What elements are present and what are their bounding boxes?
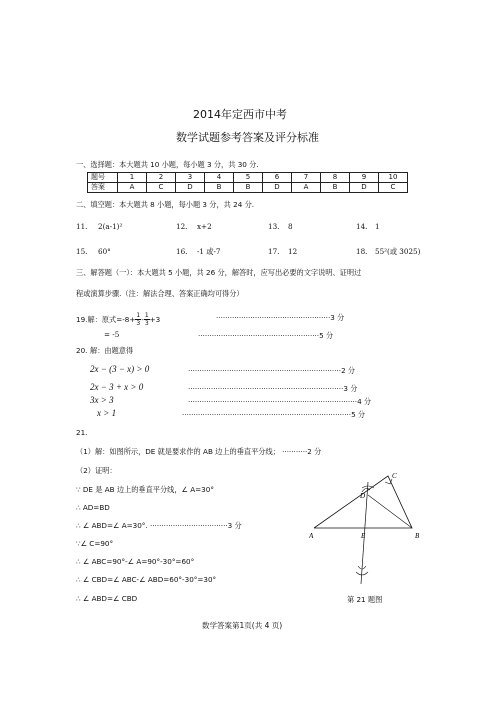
fill-item-number: 11.: [76, 222, 88, 231]
fill-item-number: 13.: [268, 222, 280, 231]
fill-item-answer: 1: [375, 222, 380, 231]
label-e: E: [361, 532, 366, 540]
table-cell: B: [321, 183, 350, 193]
table-cell: B: [205, 183, 234, 193]
q21-part2: （2）证明：: [76, 466, 117, 475]
q21-part1: （1）解：如图所示，DE 就是要求作的 AB 边上的垂直平分线； ···········2 分: [76, 447, 322, 456]
q20-intro: 解：由题意得: [90, 346, 134, 355]
label-c: C: [392, 472, 397, 480]
section3-heading-line2: 程或演算步骤.（注：解法合理、答案正确均可得分）: [76, 289, 244, 298]
question-number: 19.: [76, 315, 88, 324]
score-dots: ····································································3 分: [188, 384, 358, 393]
proof-line: ∴ ∠ ABD=∠ A=30°. ··································3 分: [76, 521, 242, 530]
question-number: 21.: [76, 428, 88, 437]
label-a: A: [309, 532, 314, 540]
table-cell: 7: [292, 173, 321, 183]
q20-line: 2x − 3 + x > 0: [90, 382, 144, 392]
table-cell: 4: [205, 173, 234, 183]
fill-item-answer: 8: [288, 222, 293, 231]
q20-line: x > 1: [97, 408, 117, 418]
table-cell: 2: [147, 173, 176, 183]
section2-heading: 二、填空题：本大题共 8 小题，每小题 3 分，共 24 分.: [76, 200, 255, 209]
table-cell: 9: [350, 173, 379, 183]
table-cell: 6: [263, 173, 292, 183]
proof-line: ∴ ∠ ABD=∠ CBD: [76, 594, 138, 603]
table-cell: 5: [234, 173, 263, 183]
figure-caption: 第 21 题图: [347, 595, 383, 604]
fill-item-answer: 55²(或 3025): [375, 247, 421, 256]
table-row-answers: [88, 183, 408, 193]
table-cell: A: [118, 183, 147, 193]
label-d: D: [360, 492, 366, 500]
q20-line: 3x > 3: [90, 395, 114, 405]
triangle-figure: [300, 468, 430, 598]
triangle-abc: [314, 476, 412, 528]
fraction-denominator: 3: [144, 320, 149, 327]
table-cell: B: [234, 183, 263, 193]
proof-line: ∴ ∠ ABC=90°-∠ A=90°-30°=60°: [76, 557, 195, 566]
page-subtitle: 数学试题参考答案及评分标准: [176, 131, 319, 144]
fraction-numerator: 1: [136, 312, 141, 319]
fill-item-number: 15.: [76, 247, 88, 256]
proof-line: ∴ ∠ CBD=∠ ABC-∠ ABD=60°-30°=30°: [76, 575, 217, 584]
table-row-numbers: [88, 173, 408, 183]
table-cell: D: [350, 183, 379, 193]
section3-heading-line1: 三、解答题（一）：本大题共 5 小题，共 26 分，解答时，应写出必要的文字说明、证明过: [76, 268, 362, 277]
fraction-numerator: 1: [144, 312, 149, 319]
proof-line: ∴ AD=BD: [76, 503, 110, 512]
minus-sign: -: [141, 315, 144, 324]
fraction-denominator: 3: [136, 320, 141, 327]
fill-item-answer: 12: [288, 247, 298, 256]
table-cell-label: 题号: [88, 173, 118, 183]
fill-item-number: 18.: [356, 247, 368, 256]
page-footer: 数学答案第1页(共 4 页): [202, 621, 283, 630]
table-cell: D: [176, 183, 205, 193]
q19-step1: [76, 312, 160, 327]
proof-line: ∵∠ C=90°: [76, 539, 114, 548]
table-cell: 1: [118, 173, 147, 183]
section1-heading: 一、选择题：本大题共 10 小题，每小题 3 分，共 30 分.: [76, 160, 259, 169]
fill-item-answer: x+2: [197, 222, 212, 231]
label-b: B: [415, 532, 420, 540]
table-cell: C: [379, 183, 408, 193]
fill-item-answer: 2(a-1)²: [98, 222, 123, 231]
table-cell: 10: [379, 173, 408, 183]
score-dots: ··················································3 分: [216, 313, 345, 322]
fill-item-answer: 60°: [98, 247, 111, 256]
q19-step2: = -5: [104, 330, 120, 339]
table-cell-label: 答案: [88, 183, 118, 193]
segment-bd: [368, 495, 412, 528]
table-cell: C: [147, 183, 176, 193]
score-dots: ··········································································5 分: [182, 410, 366, 419]
table-cell: D: [263, 183, 292, 193]
table-cell: A: [292, 183, 321, 193]
question-number: 20.: [76, 346, 88, 355]
fill-item-number: 12.: [176, 222, 188, 231]
table-cell: 8: [321, 173, 350, 183]
fill-item-number: 17.: [268, 247, 280, 256]
fill-item-number: 16.: [176, 247, 188, 256]
table-cell: 3: [176, 173, 205, 183]
score-dots: ·····················································5 分: [198, 331, 334, 340]
answer-table: [87, 172, 408, 193]
q19-prefix: 解：原式=-8+: [87, 314, 136, 324]
score-dots: ···································································2 分: [188, 366, 356, 375]
fill-item-number: 14.: [356, 222, 368, 231]
fill-item-answer: -1 或-7: [197, 247, 221, 256]
q20-line: 2x − (3 − x) > 0: [90, 364, 150, 374]
score-dots: ··········································································4 分: [188, 397, 372, 406]
q19-suffix: +3: [149, 315, 161, 324]
proof-line: ∵ DE 是 AB 边上的垂直平分线，∠ A=30°: [76, 485, 214, 494]
page-title: 2014年定西市中考: [193, 108, 287, 121]
